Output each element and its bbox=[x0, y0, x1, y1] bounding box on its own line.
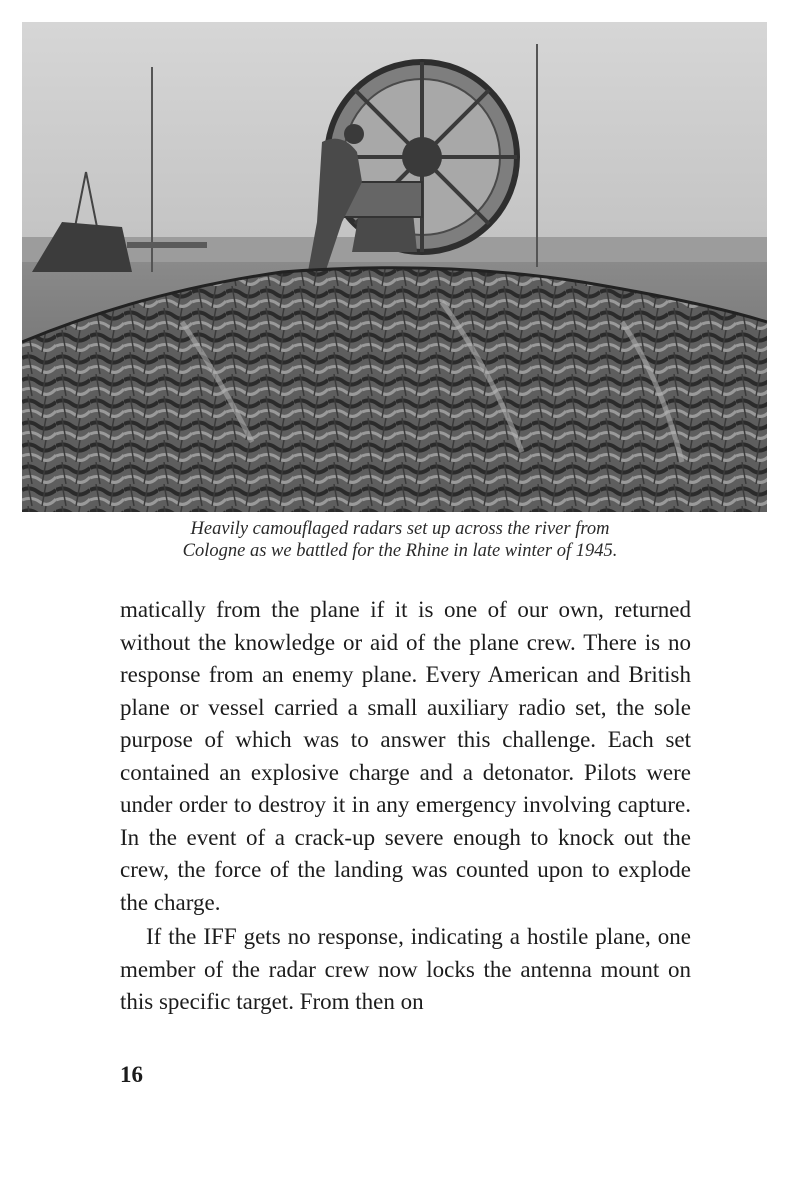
paragraph-1: matically from the plane if it is one of our own, returned without the knowledge or aid of the plane crew. There is no response from an enemy plane. Every American and British plane or vessel carried a small auxiliary radio set, the sole purpose of which was to answer this challenge. Each set contained an explosive charge and a detonator. Pilots were under order to destroy it in any emergency involving capture. In the event of a crack-up severe enough to knock out the crew, the force of the landing was counted upon to explode the charge. bbox=[120, 597, 691, 915]
caption-line-2: Cologne as we battled for the Rhine in late winter of 1945. bbox=[182, 541, 618, 561]
body-text bbox=[120, 594, 691, 1019]
radar-dish-photo-icon bbox=[22, 22, 767, 512]
photo-caption bbox=[120, 518, 680, 562]
radar-photo bbox=[22, 22, 767, 512]
caption-line-1: Heavily camouflaged radars set up across the river from bbox=[190, 519, 610, 539]
page-number: 16 bbox=[120, 1062, 143, 1087]
paragraph-2: If the IFF gets no response, indicating a hostile plane, one member of the radar crew now locks the antenna mount on this specific target. From then on bbox=[120, 924, 691, 1014]
